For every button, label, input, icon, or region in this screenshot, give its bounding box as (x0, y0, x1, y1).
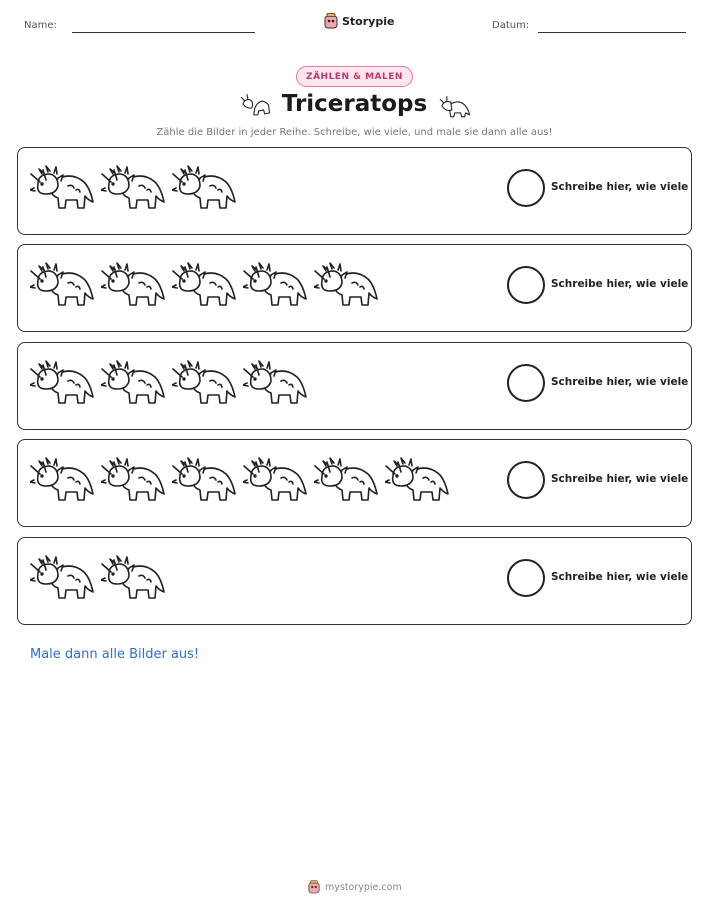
footer-site: mystorypie.com (325, 881, 402, 893)
answer-label: Schreibe hier, wie viele (551, 376, 689, 388)
triceratops-icon (438, 93, 470, 119)
bottom-note: Male dann alle Bilder aus! (30, 647, 200, 662)
counting-row (17, 342, 692, 430)
answer-circle[interactable] (507, 559, 545, 597)
answer-circle[interactable] (507, 266, 545, 304)
answer-circle[interactable] (507, 364, 545, 402)
dino-group (30, 552, 166, 604)
dino-group (30, 357, 308, 409)
triceratops-icon (385, 454, 450, 506)
triceratops-icon (101, 552, 166, 604)
triceratops-icon (101, 162, 166, 214)
triceratops-icon (30, 357, 95, 409)
storypie-logo-icon (324, 13, 338, 29)
triceratops-icon (243, 454, 308, 506)
name-line[interactable] (72, 32, 255, 33)
answer-label: Schreibe hier, wie viele (551, 278, 689, 290)
answer-label: Schreibe hier, wie viele (551, 571, 689, 583)
answer-circle[interactable] (507, 169, 545, 207)
brand-name: Storypie (342, 14, 395, 28)
triceratops-icon (30, 552, 95, 604)
answer-label: Schreibe hier, wie viele (551, 473, 689, 485)
triceratops-icon (172, 259, 237, 311)
page-title: Triceratops (281, 91, 428, 117)
triceratops-icon (30, 454, 95, 506)
dino-group (30, 259, 379, 311)
counting-row (17, 537, 692, 625)
brand-logo (324, 13, 394, 29)
triceratops-icon (314, 454, 379, 506)
triceratops-icon (101, 259, 166, 311)
triceratops-icon (30, 162, 95, 214)
triceratops-icon (30, 259, 95, 311)
footer (308, 880, 402, 894)
storypie-logo-icon (308, 880, 320, 894)
triceratops-icon (314, 259, 379, 311)
category-badge: ZÄHLEN & MALEN (296, 66, 413, 87)
triceratops-icon (172, 357, 237, 409)
date-label: Datum: (492, 20, 530, 31)
triceratops-icon (243, 259, 308, 311)
name-label: Name: (24, 20, 57, 31)
instructions: Zähle die Bilder in jeder Reihe. Schreibe, wie viele, und male sie dann alle aus! (156, 127, 553, 138)
date-line[interactable] (538, 32, 686, 33)
triceratops-icon (172, 454, 237, 506)
dino-group (30, 454, 450, 506)
triceratops-icon (172, 162, 237, 214)
triceratops-icon (101, 454, 166, 506)
triceratops-icon (101, 357, 166, 409)
answer-label: Schreibe hier, wie viele (551, 181, 689, 193)
counting-row (17, 147, 692, 235)
counting-row (17, 439, 692, 527)
triceratops-icon (243, 357, 308, 409)
answer-circle[interactable] (507, 461, 545, 499)
dino-group (30, 162, 237, 214)
counting-row (17, 244, 692, 332)
